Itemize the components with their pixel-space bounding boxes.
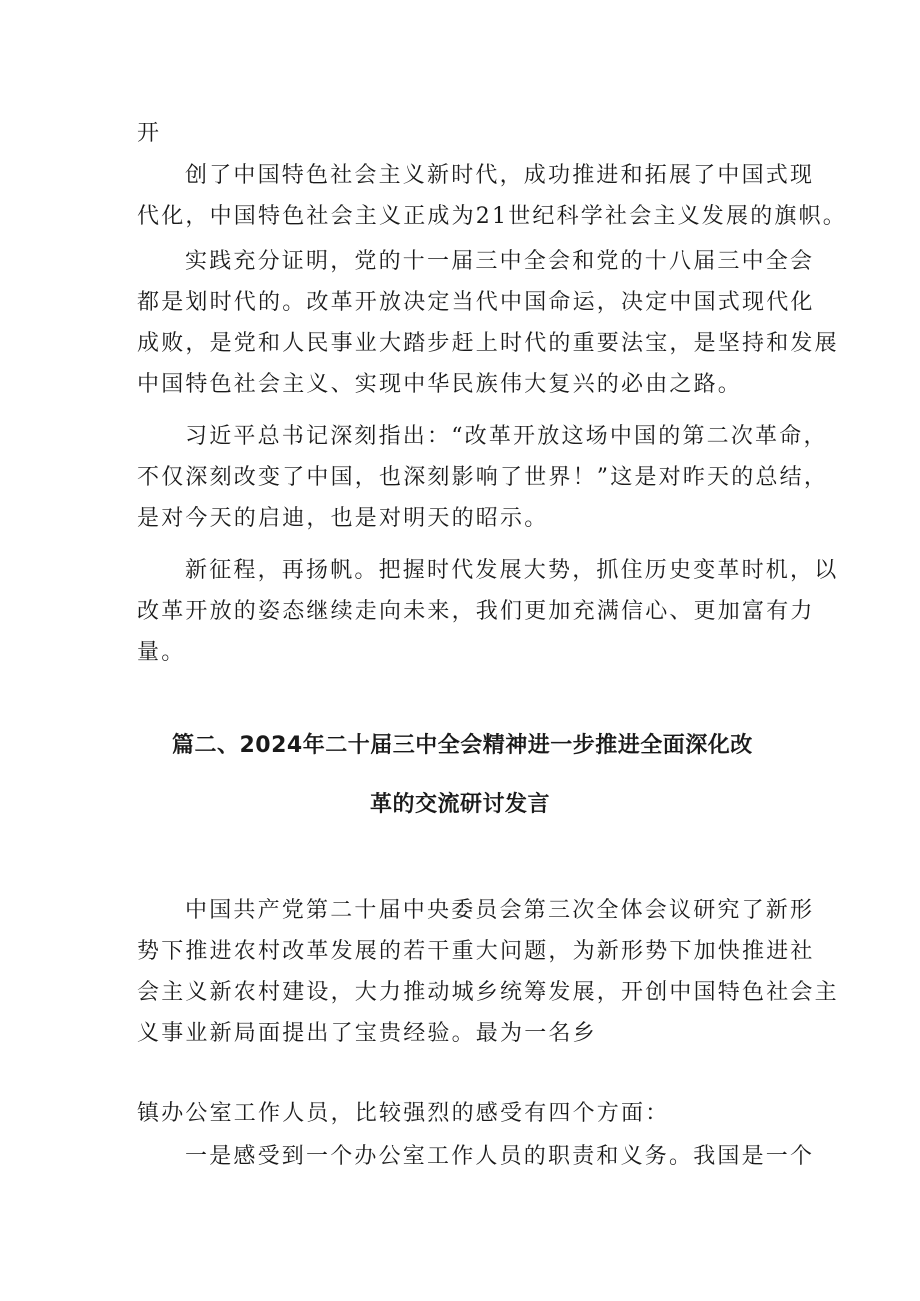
paragraph-line: 会主义新农村建设，大力推动城乡统筹发展，开创中国特色社会主 <box>137 980 839 1005</box>
paragraph-line: 义事业新局面提出了宝贵经验。最为一名乡 <box>137 1021 597 1046</box>
paragraph-line: 代化，中国特色社会主义正成为21世纪科学社会主义发展的旗帜。 <box>137 204 847 229</box>
paragraph-line: 中国共产党第二十届中央委员会第三次全体会议研究了新形 <box>185 898 815 923</box>
paragraph-line: 改革开放的姿态继续走向未来，我们更加充满信心、更加富有力 <box>137 599 815 624</box>
paragraph-line: 是对今天的启迪，也是对明天的昭示。 <box>137 506 549 531</box>
paragraph-line: 创了中国特色社会主义新时代，成功推进和拓展了中国式现 <box>185 163 815 188</box>
continued-line: 镇办公室工作人员，比较强烈的感受有四个方面： <box>137 1101 670 1126</box>
paragraph-line: 新征程，再扬帆。把握时代发展大势，抓住历史变革时机，以 <box>185 558 839 583</box>
section-heading-line2: 革的交流研讨发言 <box>369 792 550 817</box>
paragraph-line: 习近平总书记深刻指出：“改革开放这场中国的第二次革命， <box>185 424 828 449</box>
paragraph-line: 不仅深刻改变了中国，也深刻影响了世界！”这是对昨天的总结， <box>137 465 829 490</box>
paragraph-line: 成败，是党和人民事业大踏步赶上时代的重要法宝，是坚持和发展 <box>137 331 839 356</box>
section-heading-line1: 篇二、2024年二十届三中全会精神进一步推进全面深化改 <box>172 733 753 758</box>
paragraph-line: 一是感受到一个办公室工作人员的职责和义务。我国是一个 <box>185 1144 815 1169</box>
paragraph-line: 中国特色社会主义、实现中华民族伟大复兴的必由之路。 <box>137 372 743 397</box>
paragraph-line: 量。 <box>137 640 186 665</box>
paragraph-line: 实践充分证明，党的十一届三中全会和党的十八届三中全会 <box>185 249 815 274</box>
top-fragment: 开 <box>137 121 162 146</box>
paragraph-line: 势下推进农村改革发展的若干重大问题，为新形势下加快推进社 <box>137 939 815 964</box>
paragraph-line: 都是划时代的。改革开放决定当代中国命运，决定中国式现代化 <box>137 290 815 315</box>
